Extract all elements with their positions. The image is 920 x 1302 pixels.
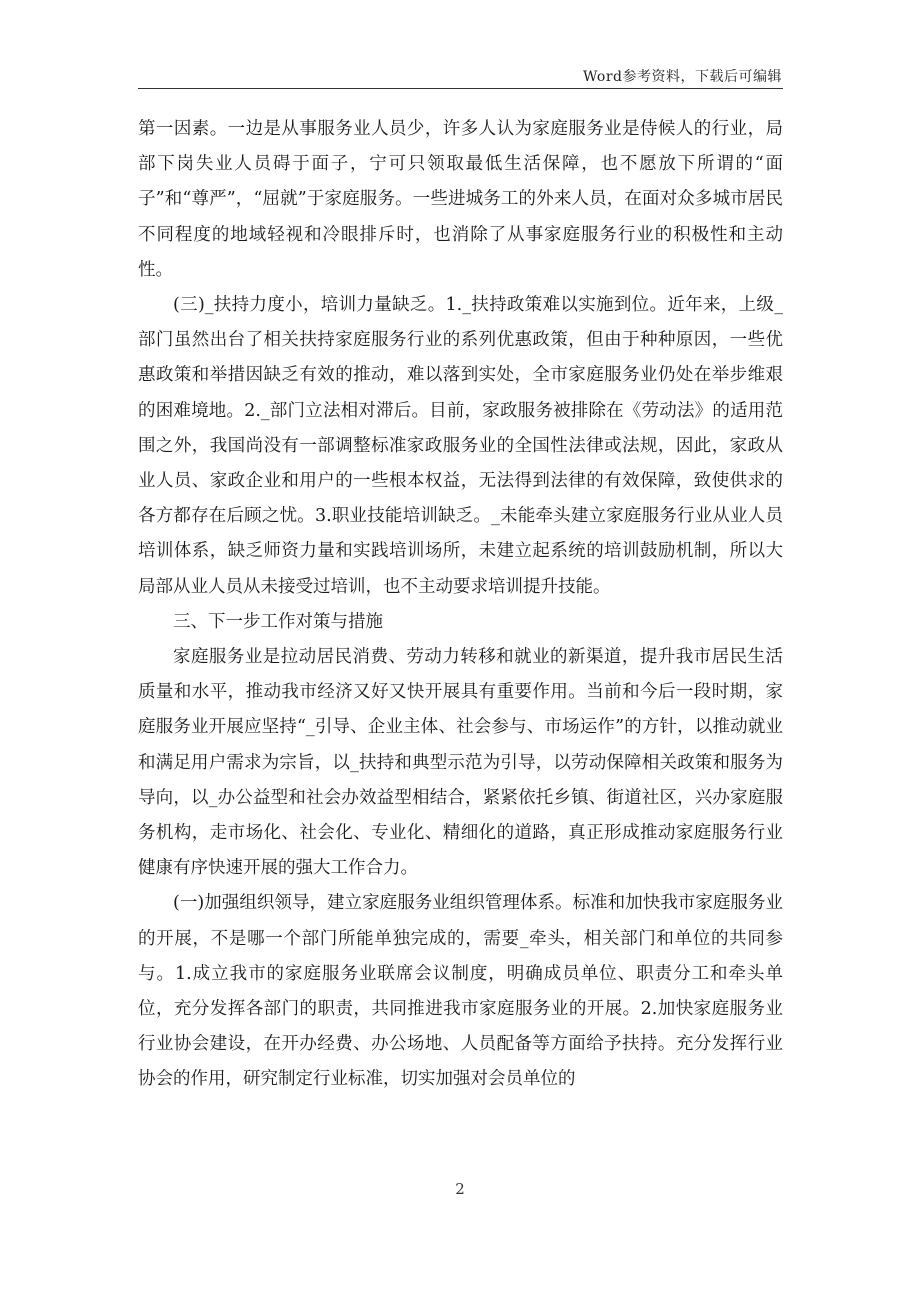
paragraph-2: (三)_扶持力度小，培训力量缺乏。1._扶持政策难以实施到位。近年来，上级_部门虽然出台了相关扶持家庭服务行业的系列优惠政策，但由于种种原因，一些优惠政策和举措因缺乏有效的推动，难以落到实处，全市家庭服务业仍处在举步维艰的困难境地。2._部门立法相对滞后。目前，家政服务被排除在《劳动法》的适用范围之外，我国尚没有一部调整标准家政服务业的全国性法律或法规，因此，家政从业人员、家政企业和用户的一些根本权益，无法得到法律的有效保障，致使供求的各方都存在后顾之忧。3.职业技能培训缺乏。_未能牵头建立家庭服务行业从业人员培训体系，缺乏师资力量和实践培训场所，未建立起系统的培训鼓励机制，所以大局部从业人员从未接受过培训，也不主动要求培训提升技能。 xyxy=(138,295,783,597)
section-heading: 三、下一步工作对策与措施 xyxy=(173,611,383,632)
page-number: 2 xyxy=(455,1180,465,1198)
page-header: Word参考资料，下载后可编辑 xyxy=(582,69,782,85)
paragraph-4: (一)加强组织领导，建立家庭服务业组织管理体系。标准和加快我市家庭服务业的开展，不是哪一个部门所能单独完成的，需要_牵头，相关部门和单位的共同参与。1.成立我市的家庭服务业联席会议制度，明确成员单位、职责分工和牵头单位，充分发挥各部门的职责，共同推进我市家庭服务业的开展。2.加快家庭服务业行业协会建设，在开办经费、办公场地、人员配备等方面给予扶持。充分发挥行业协会的作用，研究制定行业标准，切实加强对会员单位的 xyxy=(138,893,783,1090)
document-body xyxy=(138,112,783,1098)
paragraph-3: 家庭服务业是拉动居民消费、劳动力转移和就业的新渠道，提升我市居民生活质量和水平，推动我市经济又好又快开展具有重要作用。当前和今后一段时期，家庭服务业开展应坚持“_引导、企业主体、社会参与、市场运作”的方针，以推动就业和满足用户需求为宗旨，以_扶持和典型示范为引导，以劳动保障相关政策和服务为导向，以_办公益型和社会办效益型相结合，紧紧依托乡镇、街道社区，兴办家庭服务机构，走市场化、社会化、专业化、精细化的道路，真正形成推动家庭服务行业健康有序快速开展的强大工作合力。 xyxy=(138,647,783,879)
header-divider xyxy=(138,88,783,89)
paragraph-1: 第一因素。一边是从事服务业人员少，许多人认为家庭服务业是侍候人的行业，局部下岗失业人员碍于面子，宁可只领取最低生活保障，也不愿放下所谓的“面子”和“尊严”，“屈就”于家庭服务。一些进城务工的外来人员，在面对众多城市居民不同程度的地域轻视和冷眼排斥时，也消除了从事家庭服务行业的积极性和主动性。 xyxy=(138,119,783,280)
